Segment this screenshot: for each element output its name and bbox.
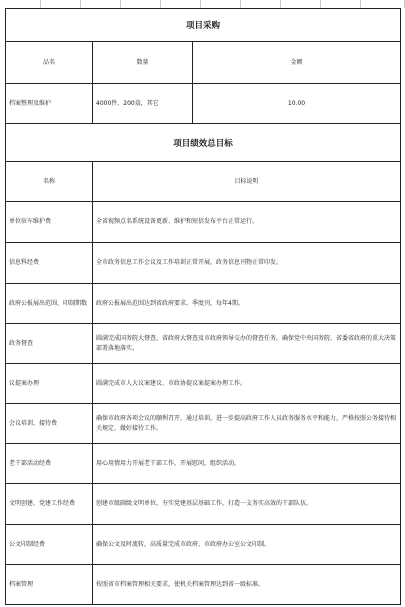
header-item-name: 品名	[6, 42, 93, 83]
procurement-title: 项目采购	[185, 21, 220, 31]
section-title-performance	[6, 124, 400, 162]
header-amount: 金额	[290, 58, 303, 66]
header-name: 名称	[6, 162, 93, 201]
table-row	[6, 364, 400, 404]
goal-desc-cell: 确保公文及时流转，高质量完成市政府、市政府办公室公文印制。	[96, 540, 271, 548]
table-row	[6, 243, 400, 284]
goal-name-cell: 文明创建、党建工作经费	[6, 484, 93, 524]
performance-title: 项目绩效总目标	[173, 138, 233, 149]
goal-desc-cell: 创建市级副级文明单位，夯实党建基层基础工作，打造一支务实高效的干部队伍。	[96, 500, 313, 507]
goal-desc-cell: 用心用情用力开展老干部工作，开展慰问，组织活动。	[96, 459, 241, 467]
goal-desc-cell: 按照省市档案管理相关要求，使机关档案管理达到省一级标准。	[96, 580, 265, 588]
quantity-cell: 4000件、200盒，其它	[93, 84, 193, 123]
goal-desc-cell: 圆满完成市人大议案建议、市政协提议案提案办理工作。	[96, 379, 247, 387]
header-quantity: 数量	[93, 42, 193, 83]
spreadsheet-column-strip	[0, 0, 405, 8]
spreadsheet-table	[5, 8, 401, 605]
goal-name-cell: 信息科经费	[6, 243, 93, 283]
table-row	[6, 525, 400, 565]
goal-desc-cell: 全省视频点名系统设备更新、维护和短信发布平台正常运行。	[96, 218, 259, 225]
procurement-row	[6, 84, 400, 124]
performance-header-row	[6, 162, 400, 202]
goal-name-cell: 议提案办理	[6, 364, 93, 403]
table-row	[6, 444, 400, 484]
goal-name-cell: 政务督查	[6, 324, 93, 363]
goal-name-cell: 公文印制经费	[6, 525, 93, 564]
section-title-procurement	[6, 8, 400, 42]
amount-cell: 10.00	[287, 99, 306, 107]
procurement-header-row	[6, 42, 400, 84]
goal-name-cell: 会议培训、接待费	[6, 404, 93, 443]
table-row	[6, 284, 400, 324]
goal-name-cell: 老干部活动经费	[6, 444, 93, 483]
goal-name-cell: 政府公报展出范围、印制期数	[6, 284, 93, 323]
goal-name-cell: 档案管理	[6, 565, 93, 604]
table-row	[6, 324, 400, 364]
goal-desc-cell: 全市政务信息工作会议及工作培训正常开展，政务信息刊物正常印发。	[96, 259, 283, 266]
header-goal-description: 目标说明	[234, 177, 259, 185]
goal-desc-cell: 确保市政府各项会议的顺利召开，通过培训，进一步提高政府工作人员政务服务水平和能力，严格按照公务接待相关规定，做好接待工作。	[96, 414, 397, 432]
table-row	[6, 484, 400, 525]
table-row	[6, 565, 400, 605]
goal-desc-cell: 圆满完成国务院大督查、省政府大督查及市政府领导交办的督查任务，确保党中央国务院、省委省政府的重大决策部署落地落实。	[96, 334, 397, 352]
goal-desc-cell: 政府公报展出范围达到省政府要求、季度刊，每年4期。	[96, 299, 244, 307]
table-row	[6, 202, 400, 243]
table-row	[6, 404, 400, 444]
goal-name-cell: 单位驻车维护费	[6, 202, 93, 242]
item-name-cell: 档案整理及维护	[6, 84, 93, 123]
